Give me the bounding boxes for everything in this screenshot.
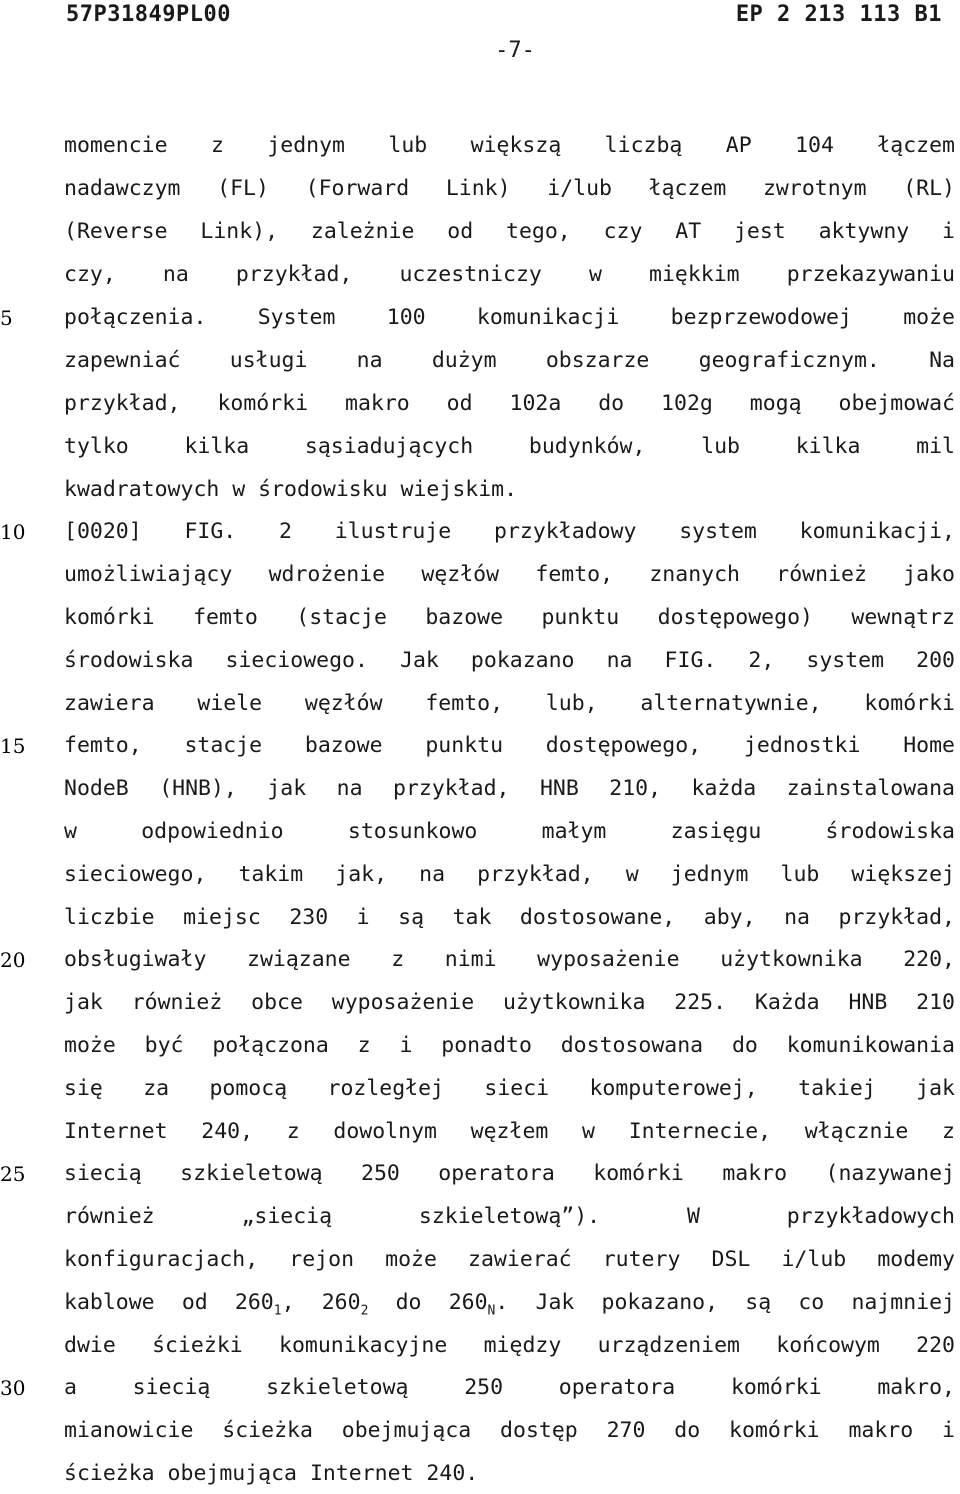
text-line-with-subscripts [64,1283,955,1323]
text-line: (Reverse Link), zależnie od tego, czy AT jest aktywny i [64,219,955,244]
text-line: również „siecią szkieletową”). W przykładowych [64,1204,955,1229]
text-line: siecią szkieletową 250 operatora komórki makro (nazywanej [64,1161,955,1186]
subscript: N [487,1303,496,1319]
margin-line-number: 5 [0,306,13,330]
text-line: komórki femto (stacje bazowe punktu dostępowego) wewnątrz [64,605,955,630]
margin-line-number: 30 [0,1376,26,1400]
text-line: w odpowiednio stosunkowo małym zasięgu środowiska [64,819,955,844]
text-line: liczbie miejsc 230 i są tak dostosowane, aby, na przykład, [64,905,955,930]
margin-line-number: 10 [0,520,26,544]
text-line: a siecią szkieletową 250 operatora komórki makro, [64,1375,955,1400]
patent-number: EP 2 213 113 B1 [735,2,942,27]
text-line: nadawczym (FL) (Forward Link) i/lub łączem zwrotnym (RL) [64,176,955,201]
text-segment: , 260 [281,1290,361,1315]
text-line: zawiera wiele węzłów femto, lub, alternatywnie, komórki [64,691,955,716]
text-line: mianowicie ścieżka obejmująca dostęp 270 do komórki makro i [64,1418,955,1443]
text-line: femto, stacje bazowe punktu dostępowego, jednostki Home [64,733,955,758]
subscript: 1 [273,1303,282,1319]
text-line: Internet 240, z dowolnym węzłem w Internecie, włącznie z [64,1119,955,1144]
text-line: momencie z jednym lub większą liczbą AP 104 łączem [64,133,955,158]
text-line: konfiguracjach, rejon może zawierać rutery DSL i/lub modemy [64,1247,955,1272]
page-number: -7- [495,38,535,63]
text-line: przykład, komórki makro od 102a do 102g mogą obejmować [64,391,955,416]
text-line: czy, na przykład, uczestniczy w miękkim przekazywaniu [64,262,955,287]
text-segment: do 260 [368,1290,488,1315]
text-line: umożliwiający wdrożenie węzłów femto, znanych również jako [64,562,955,587]
margin-line-number: 20 [0,948,26,972]
margin-line-number: 25 [0,1162,26,1186]
text-segment: . Jak pokazano, są co najmniej [495,1290,955,1315]
text-line: kwadratowych w środowisku wiejskim. [64,477,518,502]
text-line: NodeB (HNB), jak na przykład, HNB 210, każda zainstalowana [64,776,955,801]
text-line: może być połączona z i ponadto dostosowana do komunikowania [64,1033,955,1058]
text-line: ścieżka obejmująca Internet 240. [64,1461,479,1486]
text-line: jak również obce wyposażenie użytkownika 225. Każda HNB 210 [64,990,955,1015]
page-header [0,0,960,70]
margin-line-number: 15 [0,734,26,758]
text-line: połączenia. System 100 komunikacji bezprzewodowej może [64,305,955,330]
text-line: się za pomocą rozległej sieci komputerowej, takiej jak [64,1076,955,1101]
subscript: 2 [360,1303,369,1319]
text-line: tylko kilka sąsiadujących budynków, lub kilka mil [64,434,955,459]
document-reference: 57P31849PL00 [66,2,231,27]
text-line: dwie ścieżki komunikacyjne między urządzeniem końcowym 220 [64,1333,955,1358]
text-line: obsługiwały związane z nimi wyposażenie użytkownika 220, [64,947,955,972]
text-segment: kablowe od 260 [64,1290,274,1315]
paragraph-start-line: [0020] FIG. 2 ilustruje przykładowy system komunikacji, [64,519,955,544]
text-line: sieciowego, takim jak, na przykład, w jednym lub większej [64,862,955,887]
text-line: środowiska sieciowego. Jak pokazano na FIG. 2, system 200 [64,648,955,673]
text-line: zapewniać usługi na dużym obszarze geograficznym. Na [64,348,955,373]
